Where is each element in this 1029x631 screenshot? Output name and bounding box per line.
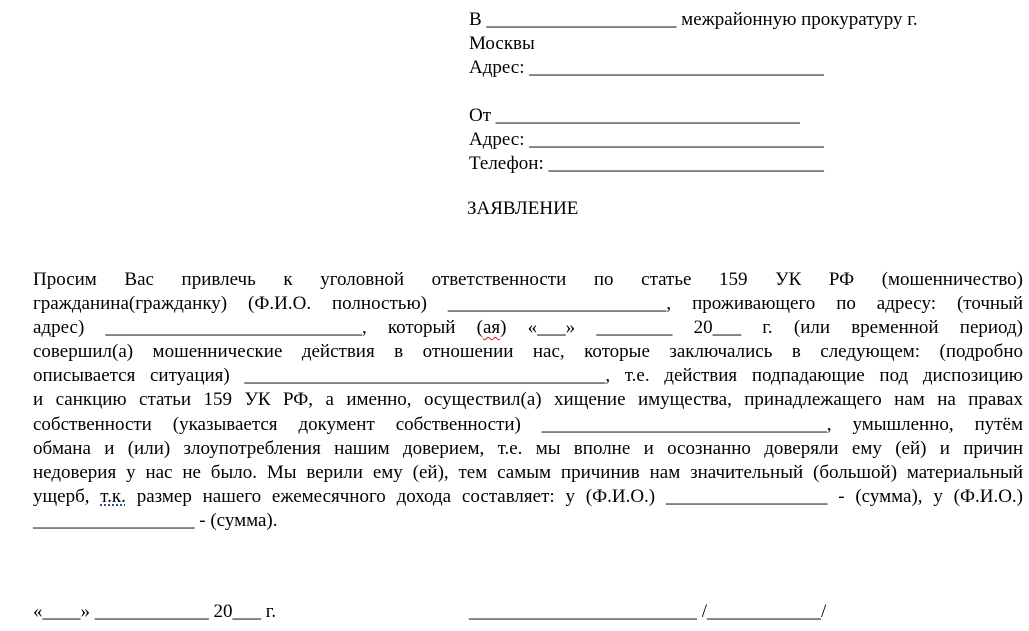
body-line: описывается ситуация) ______________________________________, т.е. действия подпадающие под диспозицию [33,365,1023,387]
body-text: ) «___» ________ 20___ г. (или временной период) [500,317,1023,339]
body-line [33,485,1023,509]
body-line: совершил(а) мошеннические действия в отношении нас, которые заключались в следующем: (подробно [33,341,1023,363]
statement-body [33,268,1023,533]
body-line: и санкцию статьи 159 УК РФ, а именно, осуществил(а) хищение имущества, принадлежащего нам на правах [33,389,1023,411]
date-field: «____» ____________ 20___ г. [33,601,277,622]
body-text: адрес) ___________________________, который ( [33,317,483,339]
recipient-address: Адрес: _______________________________ [469,57,824,78]
signature-field: ________________________ /____________/ [469,601,827,622]
body-line: собственности (указывается документ собственности) ______________________________, умышленно, путём [33,413,1023,435]
body-line [33,316,1023,340]
body-text: ущерб, [33,485,101,507]
sender-phone: Телефон: _____________________________ [469,153,824,174]
body-text: размер нашего ежемесячного дохода составляет: у (Ф.И.О.) _________________ - (сумма), у (Ф.И.О.) [125,485,1023,507]
spelling-error-mark: ая [482,317,501,339]
body-line: обмана и (или) злоупотребления нашим доверием, т.е. мы вполне и осознанно доверяли ему (ей) и причин [33,437,1023,459]
body-line: _________________ - (сумма). [33,509,278,531]
body-line: гражданина(гражданку) (Ф.И.О. полностью) _______________________, проживающего по адресу: (точный [33,293,1023,315]
body-line: недоверия у нас не было. Мы верили ему (ей), тем самым причинив нам значительный (большой) материальный [33,461,1023,483]
grammar-mark: т.к. [100,485,126,507]
sender-address: Адрес: _______________________________ [469,129,824,150]
body-line: Просим Вас привлечь к уголовной ответственности по статье 159 УК РФ (мошенничество) [33,269,1023,290]
recipient-line: В ____________________ межрайонную прокуратуру г. [469,9,918,30]
sender-line: От ________________________________ [469,105,800,126]
recipient-city: Москвы [469,33,535,54]
document-title: ЗАЯВЛЕНИЕ [467,198,579,219]
